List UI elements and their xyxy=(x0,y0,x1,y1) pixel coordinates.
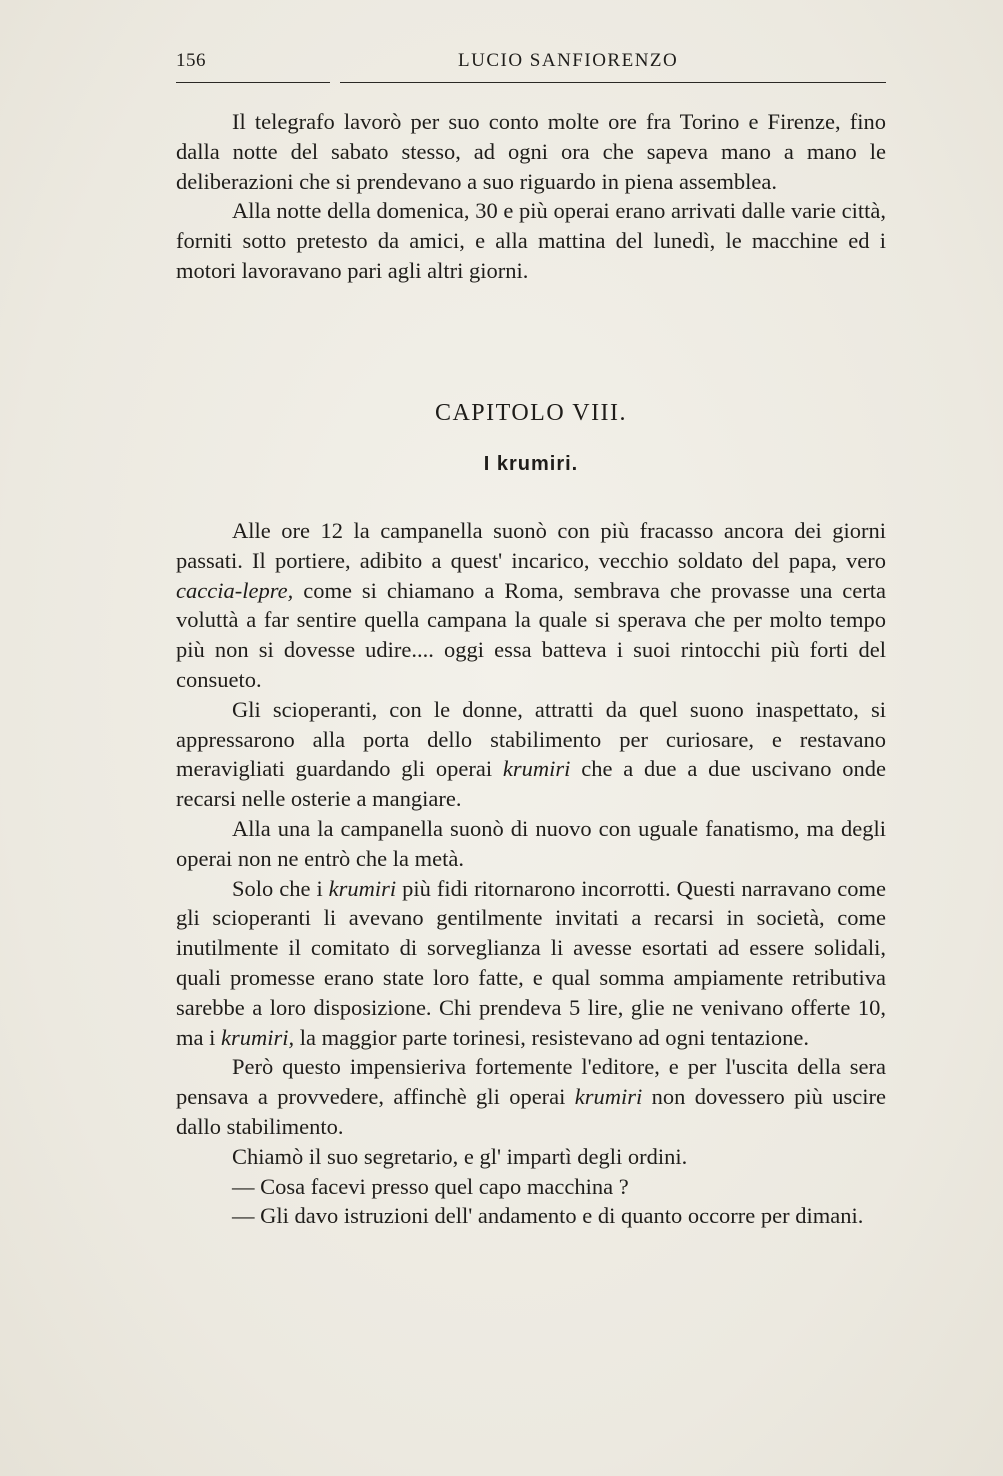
chapter-text-block xyxy=(176,516,886,1231)
page-number: 156 xyxy=(176,50,206,71)
paragraph: Alle ore 12 la campanella suonò con più fracasso ancora dei giorni passati. Il portiere, adibito a quest' incarico, vecchio soldato del papa, vero caccia-lepre, come si chiamano a Roma, sembrava che provasse una certa voluttà a far sentire quella campana la quale si sperava che per molto tempo più non si dovesse udire.... oggi essa batteva i suoi rintocchi più forti del consueto. xyxy=(176,518,886,692)
paragraph: Alla notte della domenica, 30 e più operai erano arrivati dalle varie città, forniti sotto pretesto da amici, e alla mattina del lunedì, le macchine ed i motori lavoravano pari agli altri giorni. xyxy=(176,198,886,283)
paragraph: Gli scioperanti, con le donne, attratti da quel suono inaspettato, si appressarono alla porta dello stabilimento per curiosare, e restavano meravigliati guardando gli operai krumiri che a due a due uscivano onde recarsi nelle osterie a mangiare. xyxy=(176,696,886,812)
italic-term: krumiri xyxy=(328,875,397,901)
italic-term: caccia-lepre, xyxy=(176,577,294,603)
header-rule-left xyxy=(176,82,330,83)
italic-term: krumiri, xyxy=(221,1024,295,1050)
chapter-title: CAPITOLO VIII. xyxy=(434,400,628,426)
dialogue-line: — Gli davo istruzioni dell' andamento e di quanto occorre per dimani. xyxy=(232,1203,864,1229)
dialogue-line: — Cosa facevi presso quel capo macchina ? xyxy=(232,1173,629,1199)
paragraph: Alla una la campanella suonò di nuovo con uguale fanatismo, ma degli operai non ne entrò che la metà. xyxy=(176,815,886,871)
paragraph: Chiamò il suo segretario, e gl' impartì degli ordini. xyxy=(232,1143,688,1169)
text-block-before-chapter xyxy=(176,107,886,286)
italic-term: krumiri xyxy=(502,756,571,782)
paragraph: Il telegrafo lavorò per suo conto molte ore fra Torino e Firenze, fino dalla notte del sabato stesso, ad ogni ora che sapeva mano a mano le deliberazioni che si prendevano a suo riguardo in piena assemblea. xyxy=(176,109,886,194)
italic-term: krumiri xyxy=(574,1084,643,1110)
chapter-subtitle: I krumiri. xyxy=(483,453,579,475)
page-header xyxy=(176,50,886,80)
paragraph: Solo che i krumiri più fidi ritornarono incorrotti. Questi narravano come gli scioperanti li avevano gentilmente invitati a recarsi in società, come inutilmente il comitato di sorveglianza li avesse esortati ad essere solidali, quali promesse erano state loro fatte, e qual somma ampiamente retributiva sarebbe a loro disposizione. Chi prendeva 5 lire, glie ne venivano offerte 10, ma i krumiri, la maggior parte torinesi, resistevano ad ogni tentazione. xyxy=(176,875,886,1050)
running-head: LUCIO SANFIORENZO xyxy=(458,50,679,71)
paragraph: Però questo impensieriva fortemente l'editore, e per l'uscita della sera pensava a provvedere, affinchè gli operai krumiri non dovessero più uscire dallo stabilimento. xyxy=(176,1054,886,1139)
header-rule-right xyxy=(340,82,886,83)
